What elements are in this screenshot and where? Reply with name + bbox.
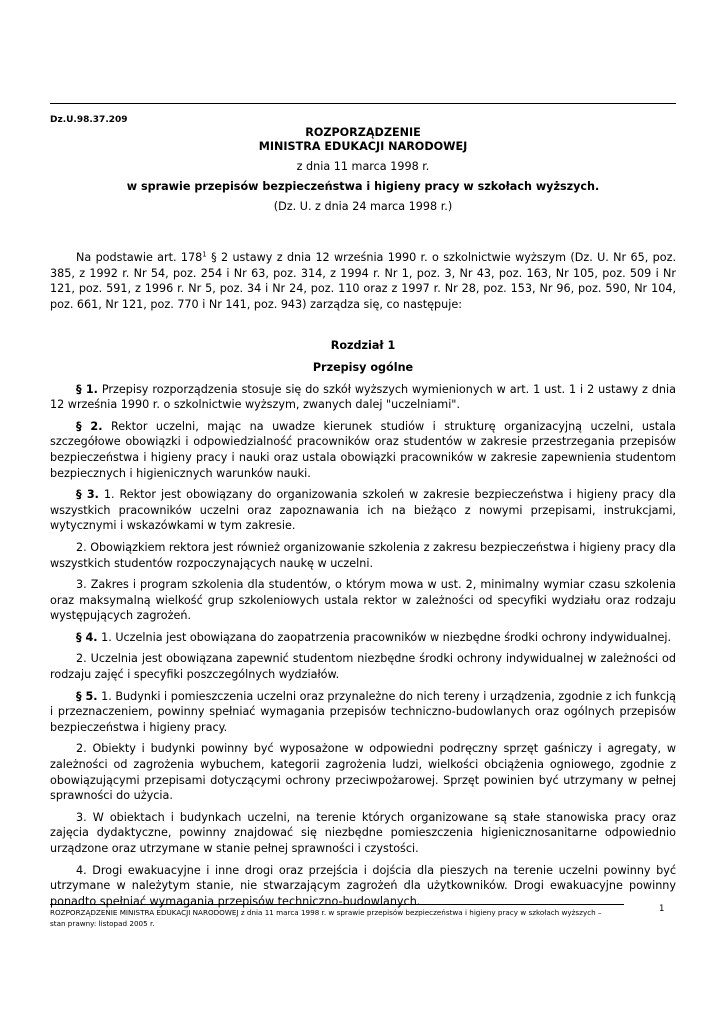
paragraph xyxy=(50,487,676,534)
paragraph-text: 4. Drogi ewakuacyjne i inne drogi oraz przejścia i dojścia dla pieszych na terenie uczelni powinny być utrzymane w należytym stanie, nie stwarzającym zagrożeń dla użytkowników. Drogi ewakuacyjne powinny ponadto spełniać wymagania przepisów techniczno-budowlanych. xyxy=(50,863,676,908)
paragraph-text: 2. Obiekty i budynki powinny być wyposażone w odpowiedni podręczny sprzęt gaśniczy i agregaty, w zależności od zagrożenia wybuchem, kategorii zagrożenia ludzi, wielkości obciążenia ogniowego, zgodnie z obowiązującymi przepisami dotyczącymi ochrony przeciwpożarowej. Sprzęt powinien być utrzymany w pełnej sprawności do użycia. xyxy=(50,742,676,803)
top-rule xyxy=(50,103,676,104)
paragraph-text: 3. Zakres i program szkolenia dla studentów, o którym mowa w ust. 2, minimalny wymiar czasu szkolenia oraz maksymalną wielkość grup szkoleniowych ustala rektor w zależności od specyfiki wydziału oraz rodzaju występujących zagrożeń. xyxy=(50,578,676,623)
paragraph xyxy=(50,651,676,682)
page-footer xyxy=(50,907,630,929)
paragraph xyxy=(50,810,676,857)
paragraph-text: 2. Obowiązkiem rektora jest również organizowanie szkolenia z zakresu bezpieczeństwa i higieny pracy dla wszystkich studentów rozpoczynających naukę w uczelni. xyxy=(50,540,676,570)
footer-line2: stan prawny: listopad 2005 r. xyxy=(50,919,155,928)
paragraph-text: 2. Uczelnia jest obowiązana zapewnić studentom niezbędne środki ochrony indywidualnej w zależności od rodzaju zajęć i specyfiki poszczególnych wydziałów. xyxy=(50,652,676,682)
paragraph-text: Rektor uczelni, mając na uwadze kierunek studiów i strukturę organizacyjną uczelni, ustala szczegółowe obowiązki i odpowiedzialność pracowników oraz studentów w zakresie przestrzegania przepisów bezpieczeństwa i higieny pracy i nauki oraz ustala obowiązki pracowników w zakresie zapewnienia studentom bezpiecznych i higienicznych warunków nauki. xyxy=(50,419,676,480)
journal-reference: Dz.U.98.37.209 xyxy=(50,115,128,125)
paragraph xyxy=(50,630,676,646)
document-body xyxy=(50,250,676,915)
paragraph-text: 1. Rektor jest obowiązany do organizowania szkoleń w zakresie bezpieczeństwa i higieny pracy dla wszystkich pracowników uczelni oraz zapoznawania ich na bieżąco z nowymi przepisami, instrukcjami, wytycznymi i wskazówkami w tym zakresie. xyxy=(50,488,677,533)
paragraph xyxy=(50,382,676,413)
footer-rule xyxy=(50,904,624,905)
preamble xyxy=(50,250,676,312)
paragraph xyxy=(50,741,676,803)
paragraph xyxy=(50,863,676,910)
section-number: § 1. xyxy=(76,382,98,396)
document-header xyxy=(50,126,676,214)
paragraph xyxy=(50,540,676,571)
document-title-line2: MINISTRA EDUKACJI NARODOWEJ xyxy=(258,140,468,153)
paragraph xyxy=(50,577,676,624)
preamble-text-start: Na podstawie art. 178 xyxy=(76,251,203,264)
chapter-title: Przepisy ogólne xyxy=(312,360,414,374)
preamble-superscript: 1 xyxy=(202,250,207,259)
section-number: § 5. xyxy=(76,689,98,703)
chapter-number: Rozdział 1 xyxy=(330,339,396,353)
document-title-line1: ROZPORZĄDZENIE xyxy=(305,126,421,139)
section-number: § 3. xyxy=(76,488,99,502)
paragraph-text: 3. W obiektach i budynkach uczelni, na terenie których organizowane są stałe stanowiska pracy oraz zajęcia dydaktyczne, powinny znajdować się niezbędne pomieszczenia higienicznosanitarne odpowiednio urządzone oraz utrzymane w stanie pełnej sprawności i czystości. xyxy=(50,810,676,855)
paragraph-text: 1. Budynki i pomieszczenia uczelni oraz przynależne do nich tereny i urządzenia, zgodnie z ich funkcją i przeznaczeniem, powinny spełniać wymagania przepisów techniczno-budowlanych oraz ogólnych przepisów bezpieczeństwa i higieny pracy. xyxy=(50,689,676,734)
paragraph-text: Przepisy rozporządzenia stosuje się do szkół wyższych wymienionych w art. 1 ust. 1 i 2 ustawy z dnia 12 września 1990 r. o szkolnictwie wyższym, zwanych dalej "uczelniami". xyxy=(50,382,676,412)
preamble-text-rest: § 2 ustawy z dnia 12 września 1990 r. o szkolnictwie wyższym (Dz. U. Nr 65, poz. 385, z 1992 r. Nr 54, poz. 254 i Nr 63, poz. 314, z 1994 r. Nr 1, poz. 3, Nr 43, poz. 163, Nr 105, poz. 509 i Nr 121, poz. 591, z 1996 r. Nr 5, poz. 34 i Nr 24, poz. 110 oraz z 1997 r. Nr 28, poz. 153, Nr 96, poz. 590, Nr 104, poz. 661, Nr 121, poz. 770 i Nr 141, poz. 943) zarządza się, co następuje: xyxy=(50,251,676,311)
paragraph-text: 1. Uczelnia jest obowiązana do zaopatrzenia pracowników w niezbędne środki ochrony indywidualnej. xyxy=(97,630,672,644)
section-number: § 2. xyxy=(76,419,103,433)
journal-citation: (Dz. U. z dnia 24 marca 1998 r.) xyxy=(273,200,453,213)
document-subject: w sprawie przepisów bezpieczeństwa i higieny pracy w szkołach wyższych. xyxy=(126,180,600,193)
footer-line1: ROZPORZĄDZENIE MINISTRA EDUKACJI NARODOWEJ z dnia 11 marca 1998 r. w sprawie przepisów bezpieczeństwa i higieny pracy w szkołach wyższych – xyxy=(50,908,602,917)
paragraph xyxy=(50,689,676,736)
section-number: § 4. xyxy=(76,630,98,644)
paragraph xyxy=(50,419,676,481)
page-number: 1 xyxy=(659,904,665,914)
document-date: z dnia 11 marca 1998 r. xyxy=(296,160,430,173)
